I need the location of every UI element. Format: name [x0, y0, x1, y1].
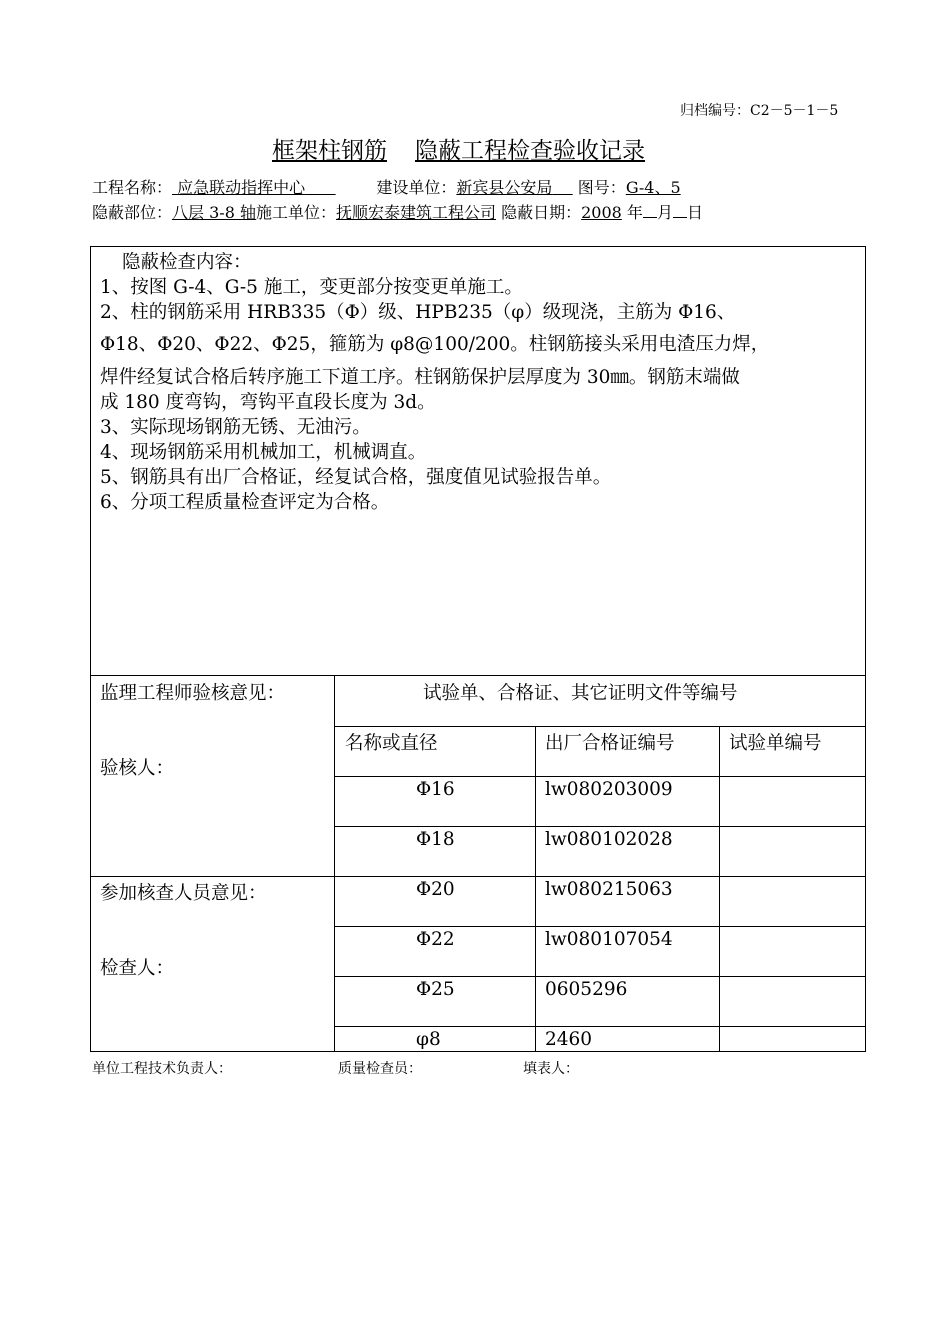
page-title	[272, 132, 645, 165]
title-part1: 框架柱钢筋	[272, 138, 387, 164]
footer-tech-lead: 单位工程技术负责人：	[92, 1061, 232, 1077]
column-header-test: 试验单编号	[729, 733, 822, 754]
date-day-blank	[673, 203, 687, 218]
table-top-line	[90, 675, 866, 676]
date-day-unit: 日	[686, 203, 703, 222]
builder-label: 建设单位：	[376, 178, 457, 197]
content-line: 成 180 度弯钩，弯钩平直段长度为 3d。	[100, 392, 436, 413]
drawing-value: G-4、5	[625, 178, 681, 197]
column-header-name: 名称或直径	[345, 733, 438, 754]
participant-opinion-label: 参加核查人员意见：	[100, 883, 267, 904]
content-heading: 隐蔽检查内容：	[122, 252, 252, 273]
table-col-divider	[535, 726, 536, 1052]
content-line: 4、现场钢筋采用机械加工，机械调直。	[100, 442, 427, 463]
contractor-label: 施工单位：	[255, 203, 336, 222]
inspection-content	[100, 250, 860, 515]
row-cert: lw080215063	[545, 879, 673, 900]
row-name: Φ25	[416, 979, 455, 1000]
content-line: Φ18、Φ20、Φ22、Φ25，箍筋为 φ8@100/200。柱钢筋接头采用电渣压力焊，	[100, 334, 770, 355]
project-value: 应急联动指挥中心	[177, 178, 306, 197]
row-name: Φ16	[416, 779, 455, 800]
builder-value: 新宾县公安局	[456, 178, 553, 197]
location-label: 隐蔽部位：	[92, 203, 173, 222]
row-name: Φ18	[416, 829, 455, 850]
table-header-line	[334, 726, 866, 727]
table-row-line	[334, 826, 866, 827]
info-row-1	[92, 175, 681, 198]
table-row-line	[334, 1026, 866, 1027]
table-col-divider	[719, 726, 720, 1052]
table-row-line	[334, 976, 866, 977]
table-row-line	[334, 776, 866, 777]
date-year-unit: 年	[626, 203, 643, 222]
date-month-unit: 月	[656, 203, 673, 222]
content-line: 5、钢筋具有出厂合格证，经复试合格，强度值见试验报告单。	[100, 467, 612, 488]
row-cert: lw080102028	[545, 829, 673, 850]
row-cert: lw080203009	[545, 779, 673, 800]
table-row-line	[90, 876, 866, 877]
doc-table-header: 试验单、合格证、其它证明文件等编号	[423, 683, 738, 704]
footer-qc: 质量检查员：	[338, 1061, 422, 1077]
column-header-cert: 出厂合格证编号	[545, 733, 675, 754]
content-line: 6、分项工程质量检查评定为合格。	[100, 492, 390, 513]
row-name: Φ20	[416, 879, 455, 900]
contractor-value: 抚顺宏泰建筑工程公司	[335, 203, 496, 222]
inspector-label: 检查人：	[100, 958, 175, 979]
project-label: 工程名称：	[92, 178, 173, 197]
supervisor-opinion-label: 监理工程师验核意见：	[100, 683, 286, 704]
table-row-line	[334, 926, 866, 927]
content-line: 2、柱的钢筋采用 HRB335（Φ）级、HPB235（φ）级现浇，主筋为 Φ16、	[100, 302, 736, 323]
row-cert: 0605296	[545, 979, 628, 1000]
content-line: 1、按图 G-4、G-5 施工，变更部分按变更单施工。	[100, 277, 523, 298]
content-line: 焊件经复试合格后转序施工下道工序。柱钢筋保护层厚度为 30㎜。钢筋末端做	[100, 367, 740, 388]
date-month-blank	[643, 203, 657, 218]
row-name: Φ22	[416, 929, 455, 950]
row-name: φ8	[416, 1029, 441, 1050]
info-row-2	[92, 200, 703, 223]
drawing-label: 图号：	[577, 178, 626, 197]
row-cert: lw080107054	[545, 929, 673, 950]
verifier-label: 验核人：	[100, 758, 175, 779]
table-divider-left	[334, 675, 335, 1052]
title-part2: 隐蔽工程检查验收记录	[415, 138, 645, 164]
date-year: 2008	[581, 203, 622, 222]
archive-number: 归档编号：C2－5－1－5	[680, 103, 839, 119]
content-line: 3、实际现场钢筋无锈、无油污。	[100, 417, 371, 438]
footer-filler: 填表人：	[523, 1061, 579, 1077]
row-cert: 2460	[545, 1029, 593, 1050]
location-value: 八层 3-8 轴	[172, 203, 256, 222]
date-label: 隐蔽日期：	[501, 203, 582, 222]
